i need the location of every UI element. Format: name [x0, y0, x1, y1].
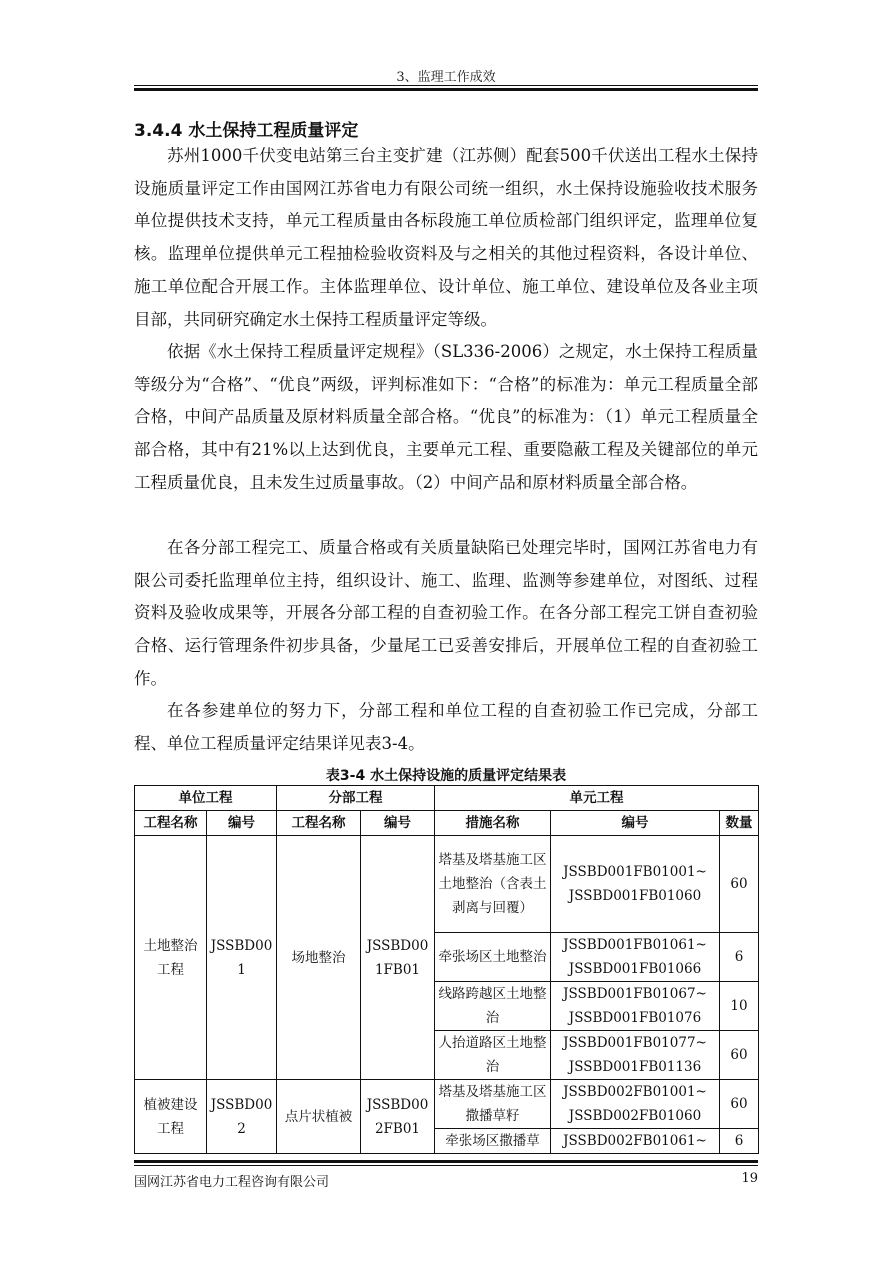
column-header: 工程名称: [135, 811, 207, 836]
header-divider-thick: [134, 88, 758, 91]
code-end: JSSBD001FB01136: [568, 1059, 702, 1075]
unit-code-cell: JSSBD002: [207, 1080, 277, 1154]
header-title: 3、监理工作成效: [396, 70, 496, 85]
quantity-cell: 60: [720, 1080, 759, 1129]
measure-cell: 塔基及塔基施工区撒播草籽: [435, 1080, 551, 1129]
group-header: 单位工程: [135, 786, 277, 811]
paragraph-2: 依据《水土保持工程质量评定规程》（SL336-2006）之规定，水土保持工程质量等级分为“合格”、“优良”两级，评判标准如下：“合格”的标准为：单元工程质量全部合格，中间产品质量及原材料质量全部合格。“优良”的标准为：（1）单元工程质量全部合格，其中有21%以上达到优良，主要单元工程、重要隐蔽工程及关键部位的单元工程质量优良，且未发生过质量事故。（2）中间产品和原材料质量全部合格。: [134, 342, 758, 492]
column-header: 数量: [720, 811, 759, 836]
section-title: 3.4.4 水土保持工程质量评定: [134, 121, 359, 141]
quality-table: [134, 785, 759, 1154]
group-header-row: [135, 786, 759, 811]
code-start: JSSBD002FB01061~: [563, 1133, 707, 1149]
column-header-row: [135, 811, 759, 836]
code-start: JSSBD001FB01067~: [563, 986, 707, 1002]
part-code-cell: JSSBD001FB01: [361, 836, 435, 1080]
paragraph-4: 在各参建单位的努力下，分部工程和单位工程的自查初验工作已完成，分部工程、单位工程质量评定结果详见表3-4。: [134, 701, 758, 753]
part-code-cell: JSSBD002FB01: [361, 1080, 435, 1154]
paragraph-3: 在各分部工程完工、质量合格或有关质量缺陷已处理完毕时，国网江苏省电力有限公司委托监理单位主持，组织设计、施工、监理、监测等参建单位，对图纸、过程资料及验收成果等，开展各分部工程的自查初验工作。在各分部工程完工饼自查初验合格、运行管理条件初步具备，少量尾工已妥善安排后，开展单位工程的自查初验工作。: [134, 538, 758, 688]
measure-cell: 人抬道路区土地整治: [435, 1031, 551, 1080]
column-header: 措施名称: [435, 811, 551, 836]
column-header: 工程名称: [277, 811, 361, 836]
unit-name-cell: 植被建设工程: [135, 1080, 207, 1154]
element-code-cell: [551, 1080, 720, 1129]
column-header: 编号: [551, 811, 720, 836]
code-end: JSSBD001FB01060: [568, 888, 702, 904]
code-end: JSSBD001FB01066: [568, 961, 702, 977]
group-header: 分部工程: [277, 786, 435, 811]
table-row: [135, 1080, 759, 1129]
table-caption: 表3-4 水土保持设施的质量评定结果表: [325, 768, 567, 784]
code-start: JSSBD001FB01061~: [563, 937, 707, 953]
header-divider: [134, 85, 758, 86]
measure-cell: 牵张场区土地整治: [435, 933, 551, 982]
element-code-cell: [551, 1129, 720, 1154]
measure-cell: 塔基及塔基施工区土地整治（含表土剥离与回覆）: [435, 836, 551, 933]
column-header: 编号: [207, 811, 277, 836]
quantity-cell: 6: [720, 1129, 759, 1154]
unit-code-cell: JSSBD001: [207, 836, 277, 1080]
page-number: 19: [741, 1171, 758, 1186]
column-header: 编号: [361, 811, 435, 836]
code-end: JSSBD001FB01076: [568, 1010, 702, 1026]
footer-company: 国网江苏省电力工程咨询有限公司: [134, 1175, 330, 1190]
code-start: JSSBD001FB01001~: [563, 864, 707, 880]
element-code-cell: [551, 1031, 720, 1080]
table-row: [135, 836, 759, 933]
measure-cell: 线路跨越区土地整治: [435, 982, 551, 1031]
code-start: JSSBD002FB01001~: [563, 1084, 707, 1100]
footer-divider-thick: [134, 1160, 758, 1163]
quantity-cell: 6: [720, 933, 759, 982]
footer-divider: [134, 1165, 758, 1166]
element-code-cell: [551, 836, 720, 933]
unit-name-cell: 土地整治工程: [135, 836, 207, 1080]
quantity-cell: 60: [720, 1031, 759, 1080]
group-header: 单元工程: [435, 786, 759, 811]
code-end: JSSBD002FB01060: [568, 1108, 702, 1124]
measure-cell: 牵张场区撒播草: [435, 1129, 551, 1154]
element-code-cell: [551, 933, 720, 982]
paragraph-1: 苏州1000千伏变电站第三台主变扩建（江苏侧）配套500千伏送出工程水土保持设施质量评定工作由国网江苏省电力有限公司统一组织，水土保持设施验收技术服务单位提供技术支持，单元工程质量由各标段施工单位质检部门组织评定，监理单位复核。监理单位提供单元工程抽检验收资料及与之相关的其他过程资料，各设计单位、施工单位配合开展工作。主体监理单位、设计单位、施工单位、建设单位及各业主项目部，共同研究确定水土保持工程质量评定等级。: [134, 146, 758, 329]
element-code-cell: [551, 982, 720, 1031]
quantity-cell: 60: [720, 836, 759, 933]
quantity-cell: 10: [720, 982, 759, 1031]
code-start: JSSBD001FB01077~: [563, 1035, 707, 1051]
part-name-cell: 场地整治: [277, 836, 361, 1080]
part-name-cell: 点片状植被: [277, 1080, 361, 1154]
